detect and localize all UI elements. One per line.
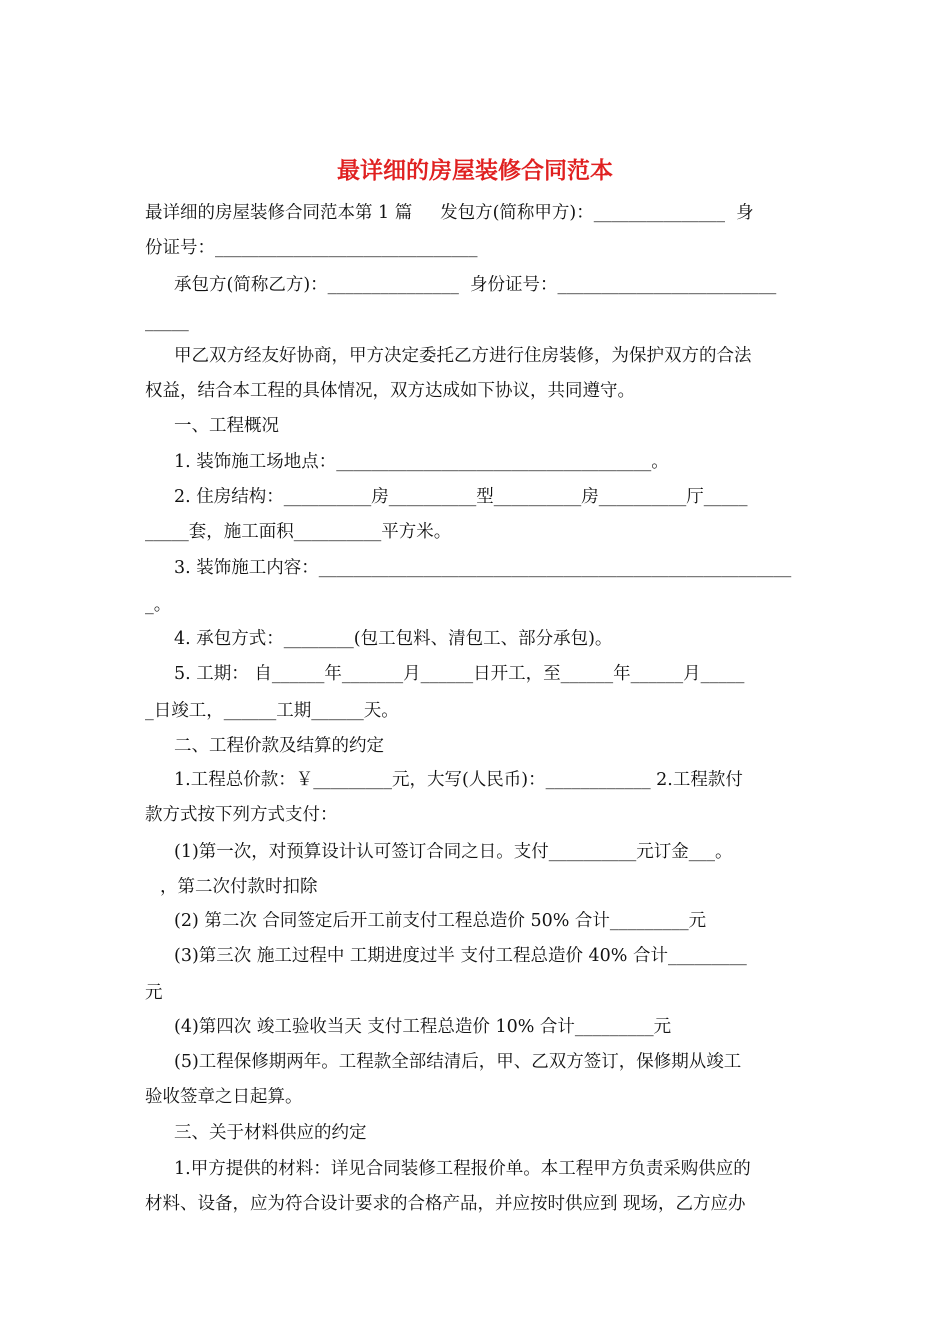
section-heading: 一、工程概况 [174,416,279,436]
text-line: 1. 装饰施工场地点：____________________________________。 [174,452,669,472]
page-title: 最详细的房屋装修合同范本 [337,158,613,184]
text-line: _日竣工，______工期______天。 [145,701,399,721]
text-line: 最详细的房屋装修合同范本第 1 篇 发包方(简称甲方)：_______________ 身 [145,203,754,223]
text-line: (5)工程保修期两年。工程款全部结清后，甲、乙双方签订，保修期从竣工 [174,1052,742,1072]
text-line: 3. 装饰施工内容：______________________________________________________ [174,558,792,578]
section-heading: 三、关于材料供应的约定 [174,1123,367,1143]
text-line: 款方式按下列方式支付： [145,805,338,825]
text-line: 4. 承包方式：________(包工包料、清包工、部分承包)。 [174,629,613,649]
text-line: 验收签章之日起算。 [145,1087,303,1107]
text-line: _。 [145,595,172,615]
text-line: 权益，结合本工程的具体情况，双方达成如下协议，共同遵守。 [145,381,635,401]
text-line: 元 [145,983,163,1003]
text-line: 1.甲方提供的材料：详见合同装修工程报价单。本工程甲方负责采购供应的 [174,1159,751,1179]
text-line: _____套，施工面积__________平方米。 [145,522,452,542]
text-line: (3)第三次 施工过程中 工期进度过半 支付工程总造价 40% 合计_________ [174,946,747,966]
text-line: 材料、设备，应为符合设计要求的合格产品，并应按时供应到 现场，乙方应办 [145,1194,746,1214]
text-line: ，第二次付款时扣除 [160,877,318,897]
text-line: 份证号：______________________________ [145,238,478,258]
text-line: 1.工程总价款：￥_________元，大写(人民币)：____________ 2.工程款付 [174,770,743,790]
text-line: _____ [145,312,189,332]
text-line: (4)第四次 竣工验收当天 支付工程总造价 10% 合计_________元 [174,1017,672,1037]
text-line: (1)第一次，对预算设计认可签订合同之日。支付__________元订金___。 [174,842,733,862]
text-line: (2) 第二次 合同签定后开工前支付工程总造价 50% 合计_________元 [174,911,707,931]
text-line: 2. 住房结构：__________房__________型__________房__________厅_____ [174,487,748,507]
text-line: 5. 工期： 自______年_______月______日开工，至______年______月_____ [174,664,745,684]
text-line: 承包方(简称乙方)：_______________ 身份证号：_________________________ [174,275,777,295]
section-heading: 二、工程价款及结算的约定 [174,736,384,756]
text-line: 甲乙双方经友好协商，甲方决定委托乙方进行住房装修，为保护双方的合法 [174,346,752,366]
